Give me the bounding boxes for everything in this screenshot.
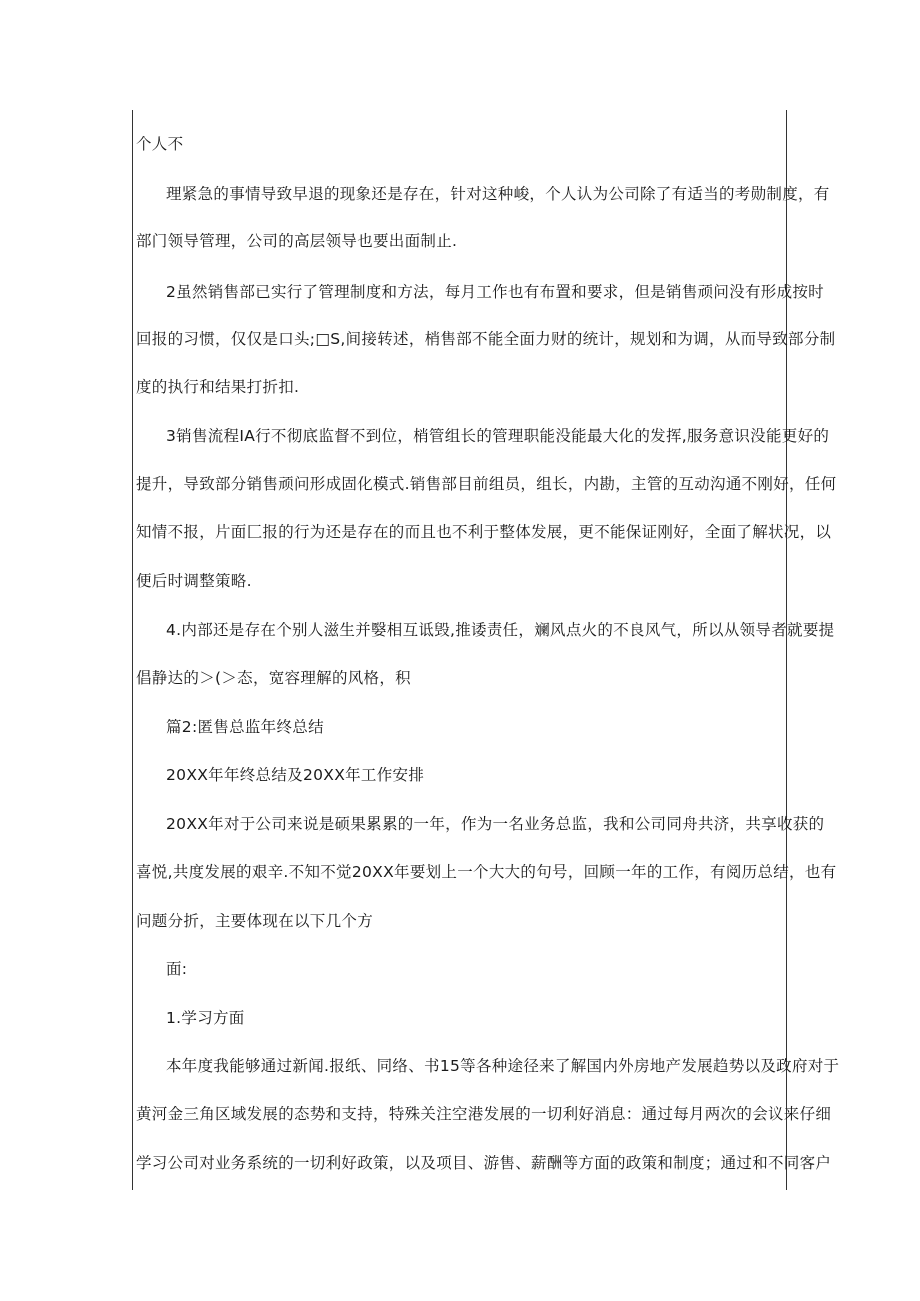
right-margin-rule	[786, 110, 787, 1190]
section-heading: 篇2:匿售总监年终总结	[166, 718, 324, 736]
text-line: 提升，导致部分销售顽问形成固化模式.销售部目前组员，组长，内勘，主管的互动沟通不刚好，任何	[136, 475, 837, 493]
text-line: 学习公司对业务系统的一切利好政策，以及项目、游售、薪酬等方面的政策和制度；通过和不同客户	[136, 1154, 832, 1172]
text-line: 20XX年对于公司来说是硕果累累的一年，作为一名业务总监，我和公司同舟共济，共享收获的	[166, 815, 825, 833]
text-line: 倡静达的＞(＞态，宽容理解的风格，积	[136, 669, 411, 687]
text-line: 理紧急的事情导致早退的现象还是存在，针对这种峻，个人认为公司除了有适当的考勋制度，有	[166, 185, 830, 203]
text-line: 喜悦,共度发展的艰辛.不知不觉20XX年要划上一个大大的句号，回顾一年的工作，有阅历总结，也有	[136, 863, 837, 881]
text-line: 2虽然销售部已实行了管理制度和方法，每月工作也有布置和要求，但是销售顽问没有形成按时	[166, 283, 824, 301]
text-line: 问题分折，主要体现在以下几个方	[136, 912, 374, 930]
list-item-heading: 1.学习方面	[166, 1009, 245, 1027]
text-line: 黄河金三角区域发展的态势和支持，特殊关注空港发展的一切利好消息：通过每月两次的会议来仔细	[136, 1105, 832, 1123]
left-margin-rule	[132, 110, 133, 1190]
text-line: 本年度我能够通过新闻.报纸、同络、书15等各种途径来了解国内外房地产发展趋势以及政府对于	[166, 1057, 840, 1075]
text-line: 个人不	[136, 135, 184, 153]
text-line: 4.内部还是存在个别人滋生并嫛相互诋毁,推诿责任，斓风点火的不良风气，所以从领导者就要提	[166, 621, 835, 639]
text-line: 回报的习惯，仅仅是口头;□S,间接转述，梢售部不能全面力财的统计，规划和为调，从而导致部分制	[136, 330, 836, 348]
text-line: 知情不报，片面匚报的行为还是存在的而且也不利于整体发展，更不能保证刚好，全面了解状况，以	[136, 523, 832, 541]
text-line: 面:	[166, 960, 188, 978]
section-subheading: 20XX年年终总结及20XX年工作安排	[166, 766, 425, 784]
text-line: 便后时调整策略.	[136, 572, 252, 590]
text-line: 3销售流程IA行不彻底监督不到位，梢管组长的管理职能没能最大化的发挥,服务意识没能更好的	[166, 427, 830, 445]
text-line: 度的执行和结果打折扣.	[136, 378, 300, 396]
text-line: 部门领导管理，公司的高层领导也要出面制止.	[136, 232, 458, 250]
